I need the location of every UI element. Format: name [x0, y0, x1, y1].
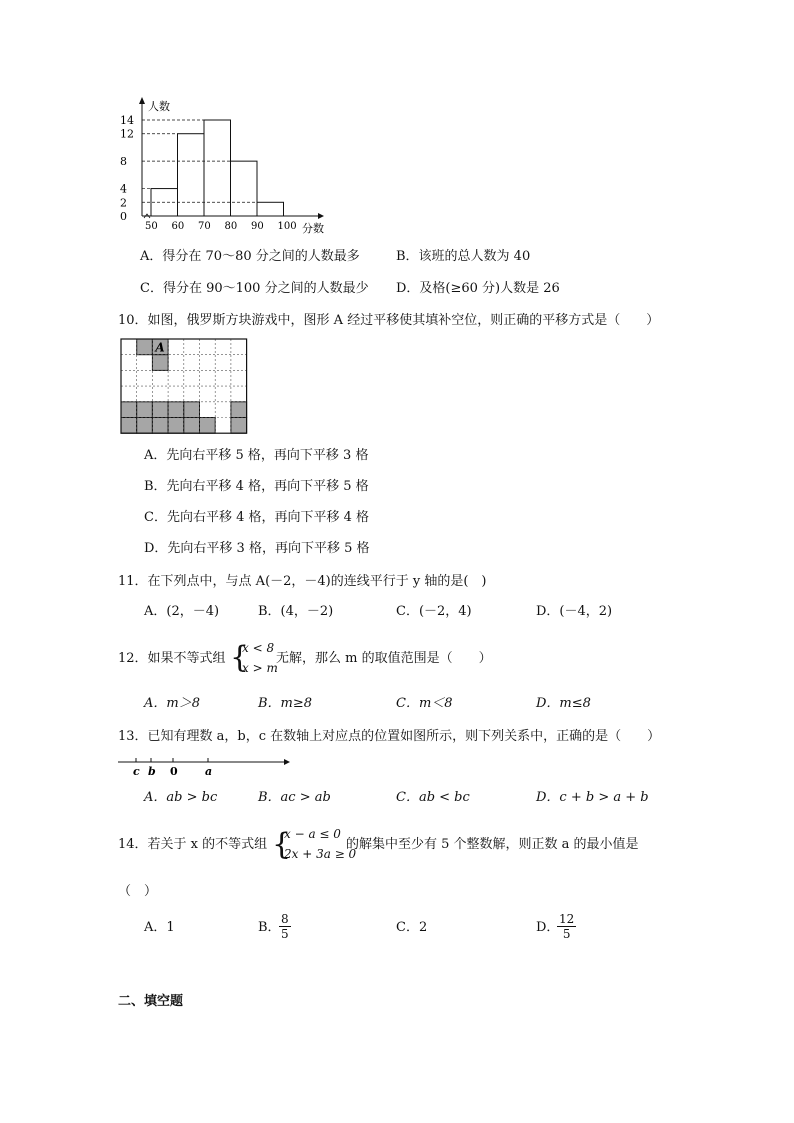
q14-option-b-prefix: B． [258, 920, 281, 935]
y-tick-label: 8 [120, 155, 127, 169]
q10-option-b: B．先向右平移 4 格，再向下平移 5 格 [144, 479, 369, 494]
q13-option-d: D．c + b > a + b [536, 790, 649, 805]
number-line-label: a [205, 765, 213, 778]
q14-system-line-2: 2x + 3a ≥ 0 [284, 847, 357, 861]
tetris-grid-figure [120, 338, 250, 436]
q14-option-b-numerator: 8 [281, 912, 289, 926]
grid-cell-filled [168, 418, 184, 434]
q9-option-c: C．得分在 90～100 分之间的人数最少 [140, 281, 369, 296]
q12-system-line-2: x > m [242, 661, 278, 675]
q11-option-d: D．(－4，2) [536, 604, 613, 619]
number-line-arrow [284, 759, 290, 765]
q11-stem: 11．在下列点中，与点 A(－2，－4)的连线平行于 y 轴的是( ) [118, 574, 487, 589]
x-axis-arrow [318, 213, 324, 219]
grid-cell-filled [152, 402, 168, 418]
histogram-bar [231, 161, 258, 216]
q14-option-b-denominator: 5 [281, 927, 289, 941]
q13-option-a: A．ab > bc [144, 790, 218, 805]
q13-option-b: B．ac > ab [258, 790, 331, 805]
y-tick-label: 12 [120, 127, 134, 141]
grid-cell-filled [168, 402, 184, 418]
q12-option-a: A．m＞8 [144, 696, 200, 711]
number-line-label: 0 [170, 765, 178, 778]
q11-option-c: C．(－2，4) [396, 604, 472, 619]
q9-option-d: D．及格(≥60 分)人数是 26 [396, 281, 560, 296]
histogram-bar [257, 202, 284, 216]
q11-option-a: A．(2，－4) [144, 604, 220, 619]
x-tick-label: 80 [224, 221, 238, 232]
y-tick-label: 14 [120, 114, 134, 127]
number-line-label: c [133, 765, 140, 778]
q11-option-b: B．(4，－2) [258, 604, 334, 619]
grid-cell-filled [200, 418, 216, 434]
q10-option-d: D．先向右平移 3 格，再向下平移 5 格 [144, 541, 370, 556]
q14-option-c: C．2 [396, 920, 428, 935]
q12-stem-suffix: 无解，那么 m 的取值范围是（ ） [276, 651, 492, 666]
q14-option-d-denominator: 5 [562, 927, 571, 941]
grid-cell-filled [137, 402, 153, 418]
histogram-bar [204, 120, 231, 216]
q12-option-b: B．m≥8 [258, 696, 313, 711]
grid-cell-filled [137, 418, 153, 434]
y-axis-arrow [139, 97, 145, 104]
grid-cell-filled [121, 418, 137, 434]
grid-cell-filled [152, 355, 168, 371]
number-line-figure [118, 756, 298, 778]
q14-option-d-numerator: 12 [559, 912, 575, 926]
q9-option-a: A．得分在 70～80 分之间的人数最多 [140, 249, 360, 264]
histogram-bar [178, 134, 205, 216]
q14-system-line-1: x − a ≤ 0 [284, 827, 341, 841]
grid-cell-filled [152, 418, 168, 434]
grid-cell-filled [137, 339, 153, 355]
q10-stem: 10．如图，俄罗斯方块游戏中，图形 A 经过平移使其填补空位，则正确的平移方式是（ ） [118, 313, 660, 328]
q12-option-c: C．m＜8 [396, 696, 453, 711]
histogram-chart [118, 96, 338, 236]
q12-option-d: D．m≤8 [536, 696, 591, 711]
x-tick-label: 100 [277, 221, 297, 232]
x-axis-label: 分数 [302, 222, 324, 235]
number-line-label: b [148, 765, 156, 778]
figure-a-label: A [155, 340, 165, 355]
q14-answer-bracket: （ ） [118, 884, 158, 899]
y-axis-label: 人数 [148, 100, 170, 113]
q12-system-line-1: x < 8 [242, 641, 275, 655]
q14-stem-prefix: 14．若关于 x 的不等式组 [118, 837, 268, 852]
q14-option-a: A．1 [144, 920, 175, 935]
q14-option-d-fraction [557, 912, 576, 941]
q14-system-brace: { [272, 827, 292, 862]
grid-cell-filled [231, 402, 247, 418]
q14-option-b-fraction [279, 912, 291, 941]
y-tick-label: 2 [120, 196, 127, 210]
grid-cell-filled [184, 418, 200, 434]
grid-cell-filled [121, 402, 137, 418]
q12-system-brace: { [230, 640, 250, 675]
x-tick-label: 50 [145, 221, 158, 232]
q10-option-a: A．先向右平移 5 格，再向下平移 3 格 [144, 448, 369, 463]
grid-cell-filled [231, 418, 247, 434]
q14-stem-suffix: 的解集中至少有 5 个整数解，则正数 a 的最小值是 [346, 837, 639, 852]
y-tick-label: 4 [120, 182, 127, 196]
q12-stem-prefix: 12．如果不等式组 [118, 651, 226, 666]
section-title: 二、填空题 [118, 994, 184, 1009]
y-tick-label: 0 [120, 210, 127, 223]
grid-cell-filled [184, 402, 200, 418]
q10-option-c: C．先向右平移 4 格，再向下平移 4 格 [144, 510, 370, 525]
q13-stem: 13．已知有理数 a，b，c 在数轴上对应点的位置如图所示，则下列关系中，正确的是（ ） [118, 729, 661, 744]
q9-option-b: B．该班的总人数为 40 [396, 249, 531, 264]
x-tick-label: 60 [171, 221, 185, 232]
q14-option-d-prefix: D． [536, 920, 560, 935]
x-tick-label: 70 [198, 221, 211, 232]
q13-option-c: C．ab < bc [396, 790, 470, 805]
x-tick-label: 90 [251, 221, 264, 232]
